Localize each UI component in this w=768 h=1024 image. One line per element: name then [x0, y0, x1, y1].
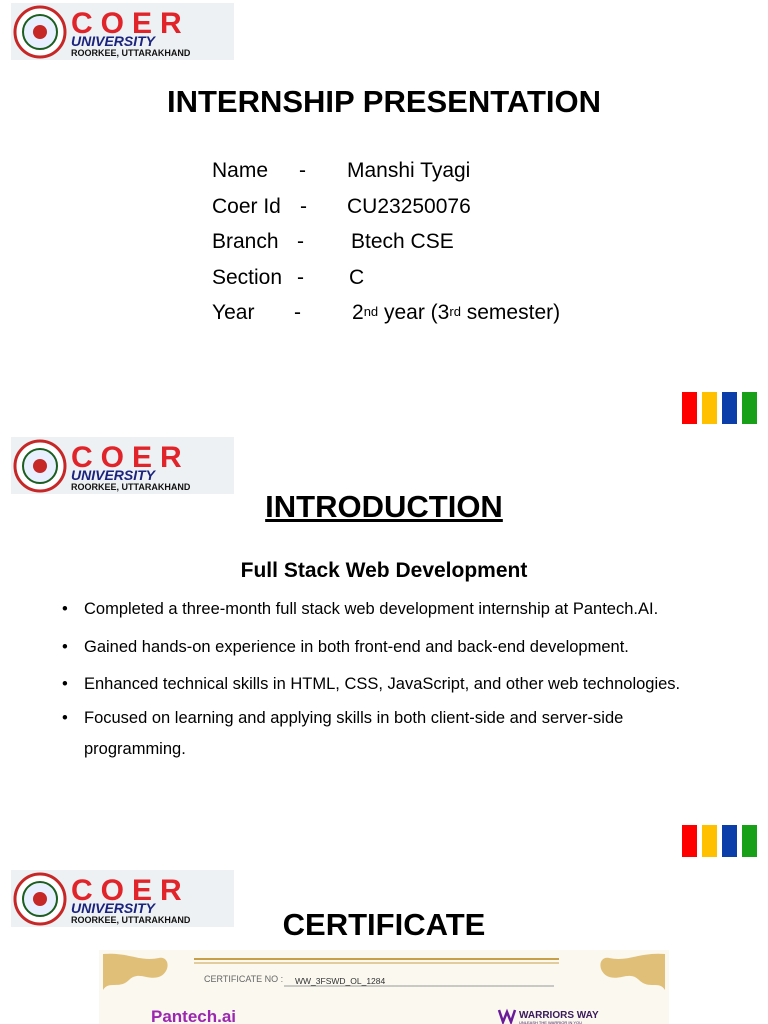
bullet-icon: •	[62, 709, 68, 727]
logo-university-text: UNIVERSITY	[71, 33, 156, 49]
detail-label: Branch	[212, 230, 279, 253]
coer-university-logo	[11, 3, 234, 60]
list-item	[62, 634, 752, 671]
certificate-graphic	[99, 950, 669, 1024]
detail-label: Section	[212, 265, 283, 289]
slide-subtitle: Full Stack Web Development	[240, 559, 528, 582]
accent-bar	[722, 825, 737, 857]
warriors-way-tagline: UNLEASH THE WARRIOR IN YOU	[519, 1020, 583, 1024]
detail-separator: -	[294, 301, 301, 324]
coer-logo-graphic	[11, 3, 234, 60]
detail-label: Year	[212, 301, 255, 324]
accent-bar	[682, 392, 697, 424]
bullet-icon: •	[62, 675, 68, 693]
detail-value: Btech CSE	[351, 230, 454, 253]
slide-title: INTERNSHIP PRESENTATION	[166, 84, 602, 119]
detail-label: Coer Id	[212, 194, 281, 218]
logo-coer-letters: C O E R	[71, 874, 182, 907]
detail-separator: -	[297, 230, 304, 253]
detail-value-year: 2nd year (3rd semester)	[352, 301, 561, 324]
accent-bar	[742, 825, 757, 857]
detail-value: CU23250076	[347, 194, 471, 218]
accent-color-bars	[682, 392, 757, 424]
detail-separator: -	[297, 265, 304, 289]
accent-bar	[702, 392, 717, 424]
pantech-logo-text: Pantech.ai	[151, 1007, 237, 1024]
logo-coer-letters: C O E R	[71, 7, 182, 40]
bullet-icon: •	[62, 638, 68, 656]
bullet-text: Enhanced technical skills in HTML, CSS, JavaScript, and other web technologies.	[84, 675, 681, 693]
warriors-way-text: WARRIORS WAY	[519, 1010, 599, 1021]
detail-value: C	[349, 265, 365, 289]
logo-university-text: UNIVERSITY	[71, 467, 156, 483]
bullet-text: Gained hands-on experience in both front-end and back-end development.	[84, 638, 629, 656]
list-item	[62, 703, 684, 765]
slide-title: INTRODUCTION	[265, 489, 503, 524]
certificate-number-label: CERTIFICATE NO :	[204, 974, 284, 984]
logo-coer-letters: C O E R	[71, 441, 182, 474]
certificate-image	[99, 950, 669, 1024]
coer-university-logo	[11, 437, 234, 494]
logo-location-text: ROORKEE, UTTARAKHAND	[71, 915, 191, 925]
detail-separator: -	[300, 194, 307, 218]
detail-value: Manshi Tyagi	[347, 159, 471, 182]
certificate-number: WW_3FSWD_OL_1284	[295, 976, 386, 986]
slide-internship	[0, 0, 768, 430]
logo-university-text: UNIVERSITY	[71, 900, 156, 916]
intro-bullet-list	[62, 596, 752, 765]
detail-separator: -	[299, 159, 306, 182]
accent-bar	[742, 392, 757, 424]
list-item	[62, 596, 752, 634]
accent-bar	[682, 825, 697, 857]
bullet-text: Completed a three-month full stack web development internship at Pantech.AI.	[84, 600, 659, 618]
accent-color-bars	[682, 825, 757, 857]
slide-title: CERTIFICATE	[282, 907, 486, 942]
bullet-icon: •	[62, 600, 68, 618]
logo-location-text: ROORKEE, UTTARAKHAND	[71, 482, 191, 492]
logo-location-text: ROORKEE, UTTARAKHAND	[71, 48, 191, 58]
accent-bar	[702, 825, 717, 857]
coer-logo-graphic	[11, 437, 234, 494]
detail-label: Name	[212, 159, 269, 182]
accent-bar	[722, 392, 737, 424]
list-item	[62, 671, 752, 703]
bullet-text: Focused on learning and applying skills in both client-side and server-side programming.	[84, 709, 624, 758]
